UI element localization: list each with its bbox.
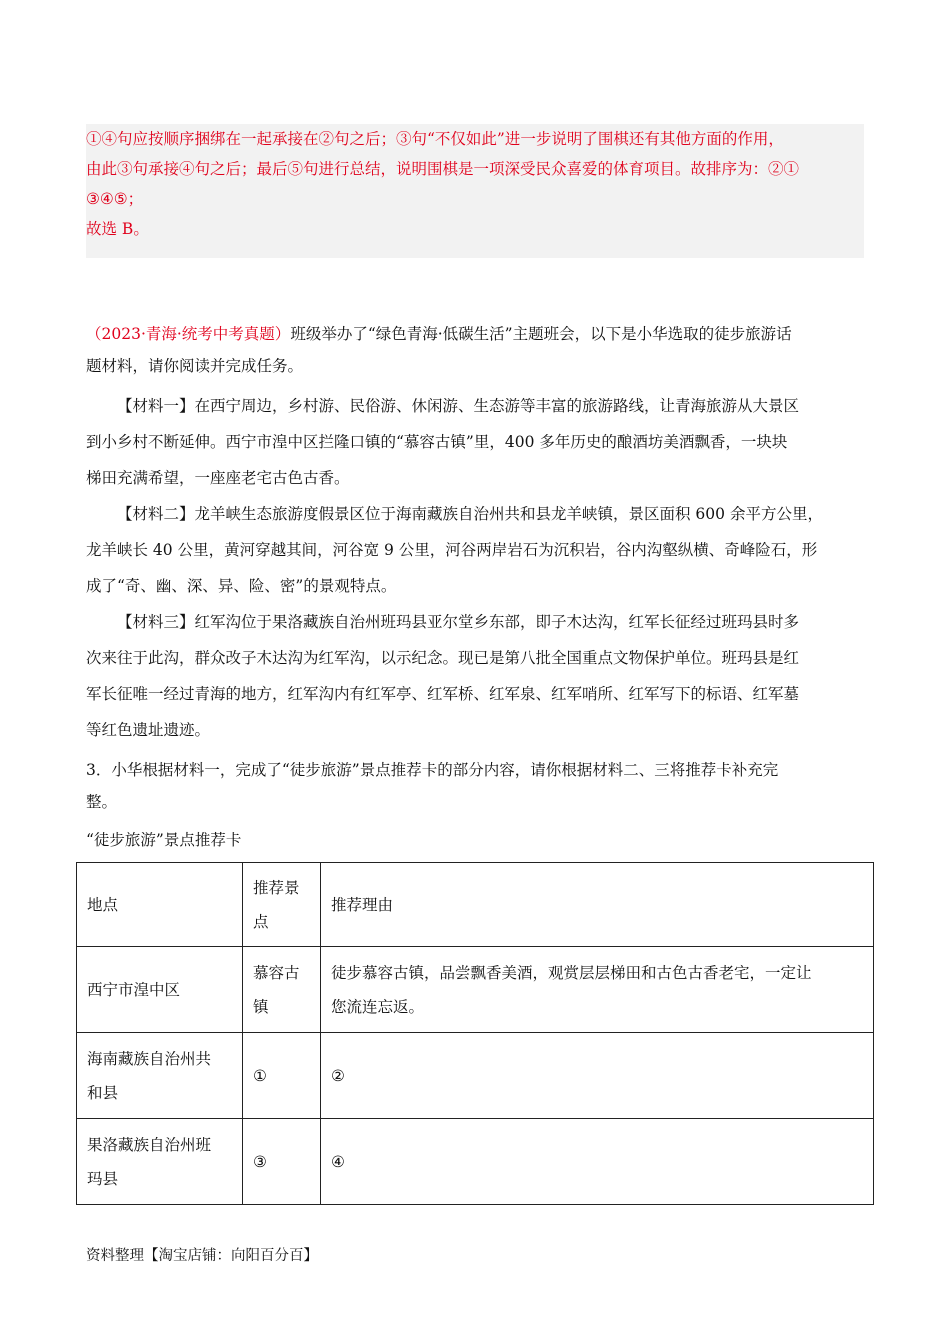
footer-note: 资料整理【淘宝店铺：向阳百分百】: [86, 1248, 318, 1264]
header-place: 地点: [77, 863, 243, 947]
question-source: （2023·青海·统考中考真题）: [86, 325, 291, 343]
answer-line: 由此③句承接④句之后；最后⑤句进行总结，说明围棋是一项深受民众喜爱的体育项目。故排序为：②①: [86, 160, 800, 178]
material-line: 等红色遗址遗迹。: [86, 721, 211, 739]
header-reason: 推荐理由: [321, 863, 874, 947]
material-line: 到小乡村不断延伸。西宁市湟中区拦隆口镇的“慕容古镇”里，400 多年历史的酿酒坊美酒飘香，一块块: [86, 433, 788, 451]
recommendation-card-table: [76, 862, 874, 1205]
material-line: 梯田充满希望，一座座老宅古色古香。: [86, 469, 350, 487]
answer-choice: 故选 B。: [86, 220, 149, 238]
question-text: 题材料，请你阅读并完成任务。: [86, 357, 304, 375]
header-spot: 推荐景 点: [243, 863, 321, 947]
material-line: 【材料二】龙羊峡生态旅游度假景区位于海南藏族自治州共和县龙羊峡镇，景区面积 600 余平方公里，: [117, 505, 823, 523]
material-line: 次来往于此沟，群众改子木达沟为红军沟，以示纪念。现已是第八批全国重点文物保护单位。班玛县是红: [86, 649, 800, 667]
task-question: [86, 754, 864, 818]
row-reason-blank: ②: [321, 1033, 874, 1119]
row-spot: 慕容古 镇: [243, 947, 321, 1033]
material-line: 成了“奇、幽、深、异、险、密”的景观特点。: [86, 577, 397, 595]
row-spot-blank: ①: [243, 1033, 321, 1119]
table-row: [77, 1119, 874, 1205]
task-line: 3．小华根据材料一，完成了“徒步旅游”景点推荐卡的部分内容，请你根据材料二、三将推荐卡补充完: [86, 761, 779, 779]
material-two: [86, 496, 864, 604]
question-text: 班级举办了“绿色青海·低碳生活”主题班会，以下是小华选取的徒步旅游话: [290, 325, 792, 343]
material-line: 【材料三】红军沟位于果洛藏族自治州班玛县亚尔堂乡东部，即子木达沟，红军长征经过班玛县时多: [117, 613, 800, 631]
table-row: [77, 1033, 874, 1119]
card-caption: “徒步旅游”景点推荐卡: [86, 831, 242, 849]
table-header-row: [77, 863, 874, 947]
row-reason: 徒步慕容古镇，品尝飘香美酒，观赏层层梯田和古色古香老宅，一定让 您流连忘返。: [321, 947, 874, 1033]
material-line: 【材料一】在西宁周边，乡村游、民俗游、休闲游、生态游等丰富的旅游路线，让青海旅游从大景区: [117, 397, 800, 415]
table-row: [77, 947, 874, 1033]
material-one: [86, 388, 864, 496]
answer-line: ①④句应按顺序捆绑在一起承接在②句之后；③句“不仅如此”进一步说明了围棋还有其他方面的作用，: [86, 130, 784, 148]
answer-explanation-box: [86, 124, 864, 258]
task-line: 整。: [86, 793, 118, 811]
row-place: 海南藏族自治州共 和县: [77, 1033, 243, 1119]
question-intro: [86, 318, 864, 382]
row-spot-blank: ③: [243, 1119, 321, 1205]
material-three: [86, 604, 864, 748]
row-place: 西宁市湟中区: [77, 947, 243, 1033]
material-line: 军长征唯一经过青海的地方，红军沟内有红军亭、红军桥、红军泉、红军哨所、红军写下的标语、红军墓: [86, 685, 800, 703]
answer-line: ③④⑤；: [86, 190, 144, 208]
row-reason-blank: ④: [321, 1119, 874, 1205]
material-line: 龙羊峡长 40 公里，黄河穿越其间，河谷宽 9 公里，河谷两岸岩石为沉积岩，谷内沟壑纵横、奇峰险石，形: [86, 541, 818, 559]
row-place: 果洛藏族自治州班 玛县: [77, 1119, 243, 1205]
